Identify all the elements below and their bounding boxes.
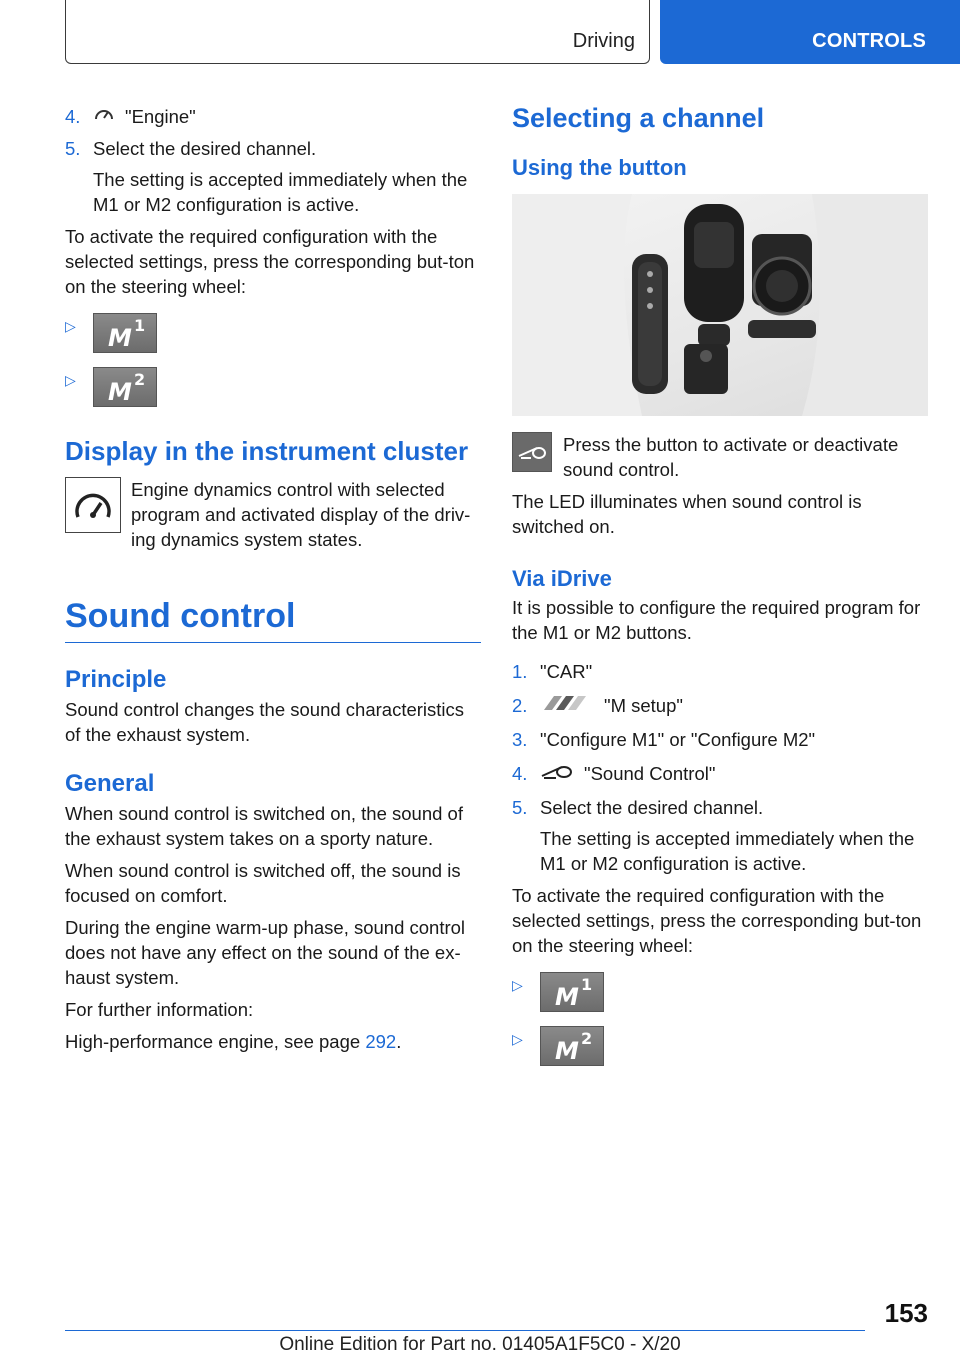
footer-edition: Online Edition for Part no. 01405A1F5C0 - X/20 <box>279 1334 681 1355</box>
section-heading: Display in the instrument cluster <box>65 436 469 466</box>
center-console-photo <box>512 194 928 416</box>
right-column <box>512 100 928 1066</box>
chapter-heading-block <box>65 594 481 643</box>
header-chapter-label: CONTROLS <box>812 30 926 52</box>
m-stripes-icon <box>540 693 598 718</box>
paragraph: The LED illuminates when sound control is switched on. <box>512 491 862 537</box>
list-item <box>512 972 928 1012</box>
step-note: The setting is accepted immediately when the M1 or M2 configuration is active. <box>93 169 468 215</box>
m1-button-icon: M 1 <box>93 313 157 353</box>
exhaust-icon <box>512 432 552 472</box>
paragraph: High-performance engine, see page 292. <box>65 1031 402 1052</box>
paragraph: To activate the required configuration with the selected settings, press the corresponding but-ton on the steering wheel: <box>512 885 922 956</box>
paragraph: During the engine warm-up phase, sound control does not have any effect on the sound of the ex-haust system. <box>65 917 466 988</box>
paragraph: To activate the required configuration with the selected settings, press the corresponding but-ton on the steering wheel: <box>65 226 475 297</box>
list-item: 1. "CAR" <box>512 661 593 682</box>
m2-button-icon: M 2 <box>540 1026 604 1066</box>
paragraph: Sound control changes the sound characteristics of the exhaust system. <box>65 699 465 745</box>
list-item <box>512 1026 928 1066</box>
header-chapter-tab <box>660 0 960 64</box>
left-column <box>65 100 481 1054</box>
icon-description <box>65 477 481 552</box>
footer-divider <box>65 1330 865 1331</box>
page-number: 153 <box>884 1298 928 1328</box>
step-number: 5. <box>65 138 81 159</box>
step-text: Select the desired channel. <box>93 138 317 159</box>
exhaust-icon <box>540 761 578 786</box>
m1-button-icon: M 1 <box>540 972 604 1012</box>
icon-description <box>512 432 928 482</box>
list-item <box>65 313 481 353</box>
list-item <box>65 367 481 407</box>
m2-button-icon: M 2 <box>93 367 157 407</box>
section-heading: Principle <box>65 666 167 693</box>
step-text: "Engine" <box>125 106 196 127</box>
gauge-icon <box>93 104 119 130</box>
page-link[interactable]: 292 <box>365 1031 397 1052</box>
step-note: The setting is accepted immediately when the M1 or M2 configuration is active. <box>540 828 915 874</box>
gauge-icon <box>65 477 121 533</box>
list-item: 5. Select the desired channel. <box>512 797 764 818</box>
section-heading: General <box>65 770 155 797</box>
list-item: 4. "Sound Control" <box>512 763 716 784</box>
list-item: 2. "M setup" <box>512 695 683 716</box>
paragraph: For further information: <box>65 999 254 1020</box>
header-section-tab <box>65 0 650 64</box>
subsection-heading: Using the button <box>512 155 687 180</box>
paragraph: When sound control is switched on, the sound of the exhaust system takes on a sporty nature. <box>65 803 463 849</box>
subsection-heading: Via iDrive <box>512 566 612 591</box>
header-section-label: Driving <box>572 30 635 52</box>
chapter-heading: Sound control <box>65 597 296 635</box>
icon-description-text: Press the button to activate or deactivate sound control. <box>563 434 899 480</box>
triangle-bullet-icon: ▷ <box>65 371 76 388</box>
list-item <box>65 104 481 130</box>
triangle-bullet-icon: ▷ <box>512 976 523 993</box>
triangle-bullet-icon: ▷ <box>512 1030 523 1047</box>
paragraph: When sound control is switched off, the sound is focused on comfort. <box>65 860 461 906</box>
list-item: 3. "Configure M1" or "Configure M2" <box>512 729 816 750</box>
icon-description-text: Engine dynamics control with selected program and activated display of the driv-ing dynamics system states. <box>131 479 471 550</box>
triangle-bullet-icon: ▷ <box>65 317 76 334</box>
step-number: 4. <box>65 106 81 127</box>
section-heading: Selecting a channel <box>512 103 765 133</box>
list-item <box>65 136 481 161</box>
paragraph: It is possible to configure the required program for the M1 or M2 buttons. <box>512 597 921 643</box>
